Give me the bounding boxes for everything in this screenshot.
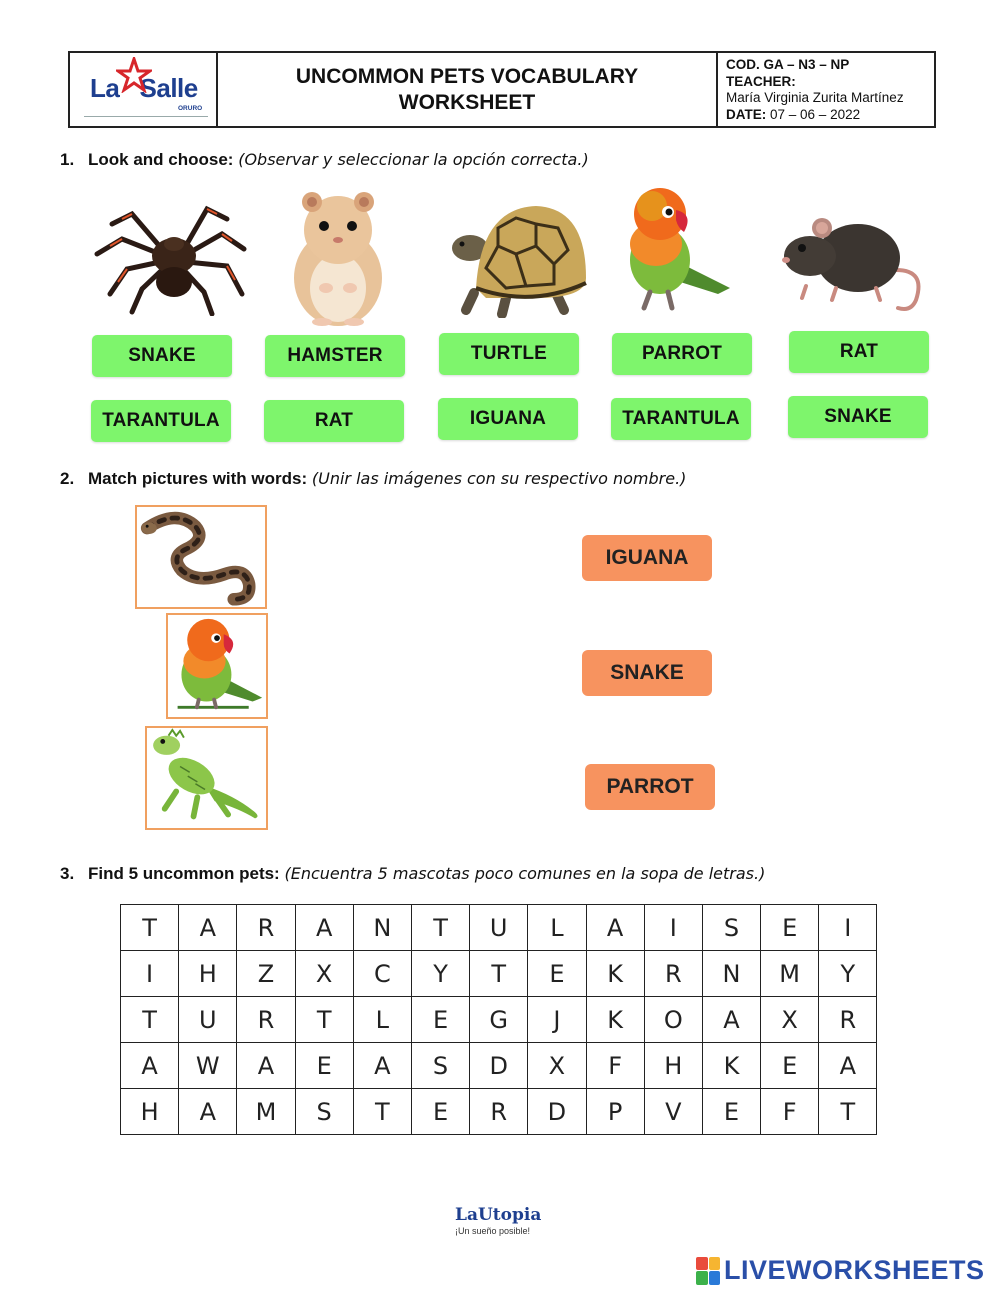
teacher-name: María Virginia Zurita Martínez	[726, 90, 904, 105]
section-3-number: 3.	[60, 864, 75, 883]
grid-letter-cell[interactable]: I	[819, 905, 877, 951]
grid-letter-cell[interactable]: D	[528, 1089, 586, 1135]
match-word-parrot[interactable]: PARROT	[585, 764, 715, 810]
option-rat-a[interactable]: RAT	[789, 331, 929, 373]
turtle-picture	[436, 198, 592, 318]
section-2-heading	[60, 469, 686, 489]
grid-letter-cell[interactable]: D	[470, 1043, 528, 1089]
section-1-title: Look and choose:	[88, 150, 234, 169]
grid-letter-cell[interactable]: Y	[819, 951, 877, 997]
grid-letter-cell[interactable]: E	[761, 1043, 819, 1089]
hamster-picture	[286, 188, 390, 328]
parrot-picture	[612, 184, 734, 320]
grid-letter-cell[interactable]: T	[819, 1089, 877, 1135]
grid-letter-cell[interactable]: X	[295, 951, 353, 997]
grid-letter-cell[interactable]: K	[702, 1043, 760, 1089]
grid-letter-cell[interactable]: S	[702, 905, 760, 951]
grid-letter-cell[interactable]: E	[411, 997, 469, 1043]
snake-icon	[137, 507, 265, 607]
grid-letter-cell[interactable]: T	[353, 1089, 411, 1135]
match-picture-parrot[interactable]	[166, 613, 268, 719]
match-word-iguana[interactable]: IGUANA	[582, 535, 712, 581]
option-hamster-b[interactable]: RAT	[264, 400, 404, 442]
section-2-instruction: (Unir las imágenes con su respectivo nombre.)	[311, 469, 687, 488]
grid-letter-cell[interactable]: U	[470, 905, 528, 951]
header-info	[718, 53, 934, 126]
grid-letter-cell[interactable]: H	[121, 1089, 179, 1135]
liveworksheets-icon	[696, 1257, 720, 1285]
option-turtle-b[interactable]: IGUANA	[438, 398, 578, 440]
worksheet-header	[68, 51, 936, 128]
grid-letter-cell[interactable]: A	[121, 1043, 179, 1089]
grid-letter-cell[interactable]: E	[528, 951, 586, 997]
grid-letter-cell[interactable]: E	[411, 1089, 469, 1135]
grid-letter-cell[interactable]: A	[179, 1089, 237, 1135]
grid-letter-cell[interactable]: T	[121, 905, 179, 951]
utopia-tagline: ¡Un sueño posible!	[455, 1226, 531, 1236]
grid-letter-cell[interactable]: X	[761, 997, 819, 1043]
option-tarantula-a[interactable]: SNAKE	[92, 335, 232, 377]
grid-row	[121, 951, 877, 997]
section-2-title: Match pictures with words:	[88, 469, 308, 488]
star-icon	[116, 57, 152, 93]
grid-letter-cell[interactable]: N	[702, 951, 760, 997]
grid-letter-cell[interactable]: H	[644, 1043, 702, 1089]
grid-letter-cell[interactable]: F	[761, 1089, 819, 1135]
grid-letter-cell[interactable]: L	[528, 905, 586, 951]
grid-letter-cell[interactable]: T	[470, 951, 528, 997]
option-parrot-b[interactable]: TARANTULA	[611, 398, 751, 440]
grid-letter-cell[interactable]: F	[586, 1043, 644, 1089]
grid-letter-cell[interactable]: Y	[411, 951, 469, 997]
grid-letter-cell[interactable]: R	[237, 905, 295, 951]
grid-letter-cell[interactable]: K	[586, 997, 644, 1043]
grid-letter-cell[interactable]: U	[179, 997, 237, 1043]
grid-letter-cell[interactable]: E	[295, 1043, 353, 1089]
grid-letter-cell[interactable]: L	[353, 997, 411, 1043]
grid-letter-cell[interactable]: H	[179, 951, 237, 997]
grid-letter-cell[interactable]: A	[586, 905, 644, 951]
grid-letter-cell[interactable]: A	[179, 905, 237, 951]
grid-letter-cell[interactable]: S	[295, 1089, 353, 1135]
option-tarantula-b[interactable]: TARANTULA	[91, 400, 231, 442]
section-1-heading	[60, 150, 589, 170]
section-3-instruction: (Encuentra 5 mascotas poco comunes en la sopa de letras.)	[284, 864, 766, 883]
tarantula-picture	[92, 194, 252, 316]
section-3-title: Find 5 uncommon pets:	[88, 864, 280, 883]
grid-letter-cell[interactable]: P	[586, 1089, 644, 1135]
grid-letter-cell[interactable]: K	[586, 951, 644, 997]
logo-subtitle: ORURO	[178, 105, 203, 112]
grid-letter-cell[interactable]: C	[353, 951, 411, 997]
grid-letter-cell[interactable]: T	[411, 905, 469, 951]
grid-letter-cell[interactable]: E	[761, 905, 819, 951]
grid-letter-cell[interactable]: A	[353, 1043, 411, 1089]
grid-letter-cell[interactable]: M	[237, 1089, 295, 1135]
section-1-instruction: (Observar y seleccionar la opción correcta.)	[238, 150, 589, 169]
grid-letter-cell[interactable]: I	[121, 951, 179, 997]
grid-row	[121, 997, 877, 1043]
logo-wordmark: La Salle	[90, 73, 198, 103]
code-label: COD. GA – N3 – NP	[726, 57, 850, 72]
grid-letter-cell[interactable]: Z	[237, 951, 295, 997]
grid-letter-cell[interactable]: S	[411, 1043, 469, 1089]
match-word-snake[interactable]: SNAKE	[582, 650, 712, 696]
worksheet-title	[218, 53, 718, 126]
title-line-1: UNCOMMON PETS VOCABULARY	[295, 64, 639, 88]
grid-letter-cell[interactable]: R	[470, 1089, 528, 1135]
date-value: 07 – 06 – 2022	[770, 106, 861, 122]
grid-letter-cell[interactable]: A	[819, 1043, 877, 1089]
grid-letter-cell[interactable]: I	[644, 905, 702, 951]
grid-letter-cell[interactable]: V	[644, 1089, 702, 1135]
section-2-number: 2.	[60, 469, 75, 488]
grid-row	[121, 1089, 877, 1135]
match-picture-iguana[interactable]	[145, 726, 268, 830]
grid-row	[121, 1043, 877, 1089]
section-3-heading	[60, 864, 765, 884]
word-search-grid	[120, 904, 877, 1135]
grid-letter-cell[interactable]: W	[179, 1043, 237, 1089]
school-logo	[70, 53, 218, 126]
option-rat-b[interactable]: SNAKE	[788, 396, 928, 438]
logo-divider	[84, 116, 208, 117]
grid-letter-cell[interactable]: T	[121, 997, 179, 1043]
liveworksheets-text: LIVEWORKSHEETS	[724, 1255, 985, 1285]
iguana-icon	[147, 728, 266, 828]
rat-picture	[776, 200, 930, 316]
grid-letter-cell[interactable]: N	[353, 905, 411, 951]
grid-letter-cell[interactable]: R	[237, 997, 295, 1043]
match-picture-snake[interactable]	[135, 505, 267, 609]
grid-letter-cell[interactable]: A	[702, 997, 760, 1043]
teacher-label: TEACHER:	[726, 73, 796, 89]
option-parrot-a[interactable]: PARROT	[612, 333, 752, 375]
parrot-icon	[168, 615, 266, 717]
grid-letter-cell[interactable]: M	[761, 951, 819, 997]
grid-letter-cell[interactable]: R	[644, 951, 702, 997]
grid-letter-cell[interactable]: G	[470, 997, 528, 1043]
option-hamster-a[interactable]: HAMSTER	[265, 335, 405, 377]
grid-letter-cell[interactable]: O	[644, 997, 702, 1043]
grid-letter-cell[interactable]: J	[528, 997, 586, 1043]
liveworksheets-watermark	[696, 1255, 985, 1286]
utopia-logo: LaUtopia	[455, 1205, 542, 1225]
title-line-2: WORKSHEET	[398, 90, 536, 114]
grid-letter-cell[interactable]: E	[702, 1089, 760, 1135]
grid-letter-cell[interactable]: A	[295, 905, 353, 951]
grid-letter-cell[interactable]: X	[528, 1043, 586, 1089]
section-1-number: 1.	[60, 150, 75, 169]
grid-row	[121, 905, 877, 951]
grid-letter-cell[interactable]: R	[819, 997, 877, 1043]
grid-letter-cell[interactable]: T	[295, 997, 353, 1043]
option-turtle-a[interactable]: TURTLE	[439, 333, 579, 375]
date-label: DATE:	[726, 106, 767, 122]
grid-letter-cell[interactable]: A	[237, 1043, 295, 1089]
